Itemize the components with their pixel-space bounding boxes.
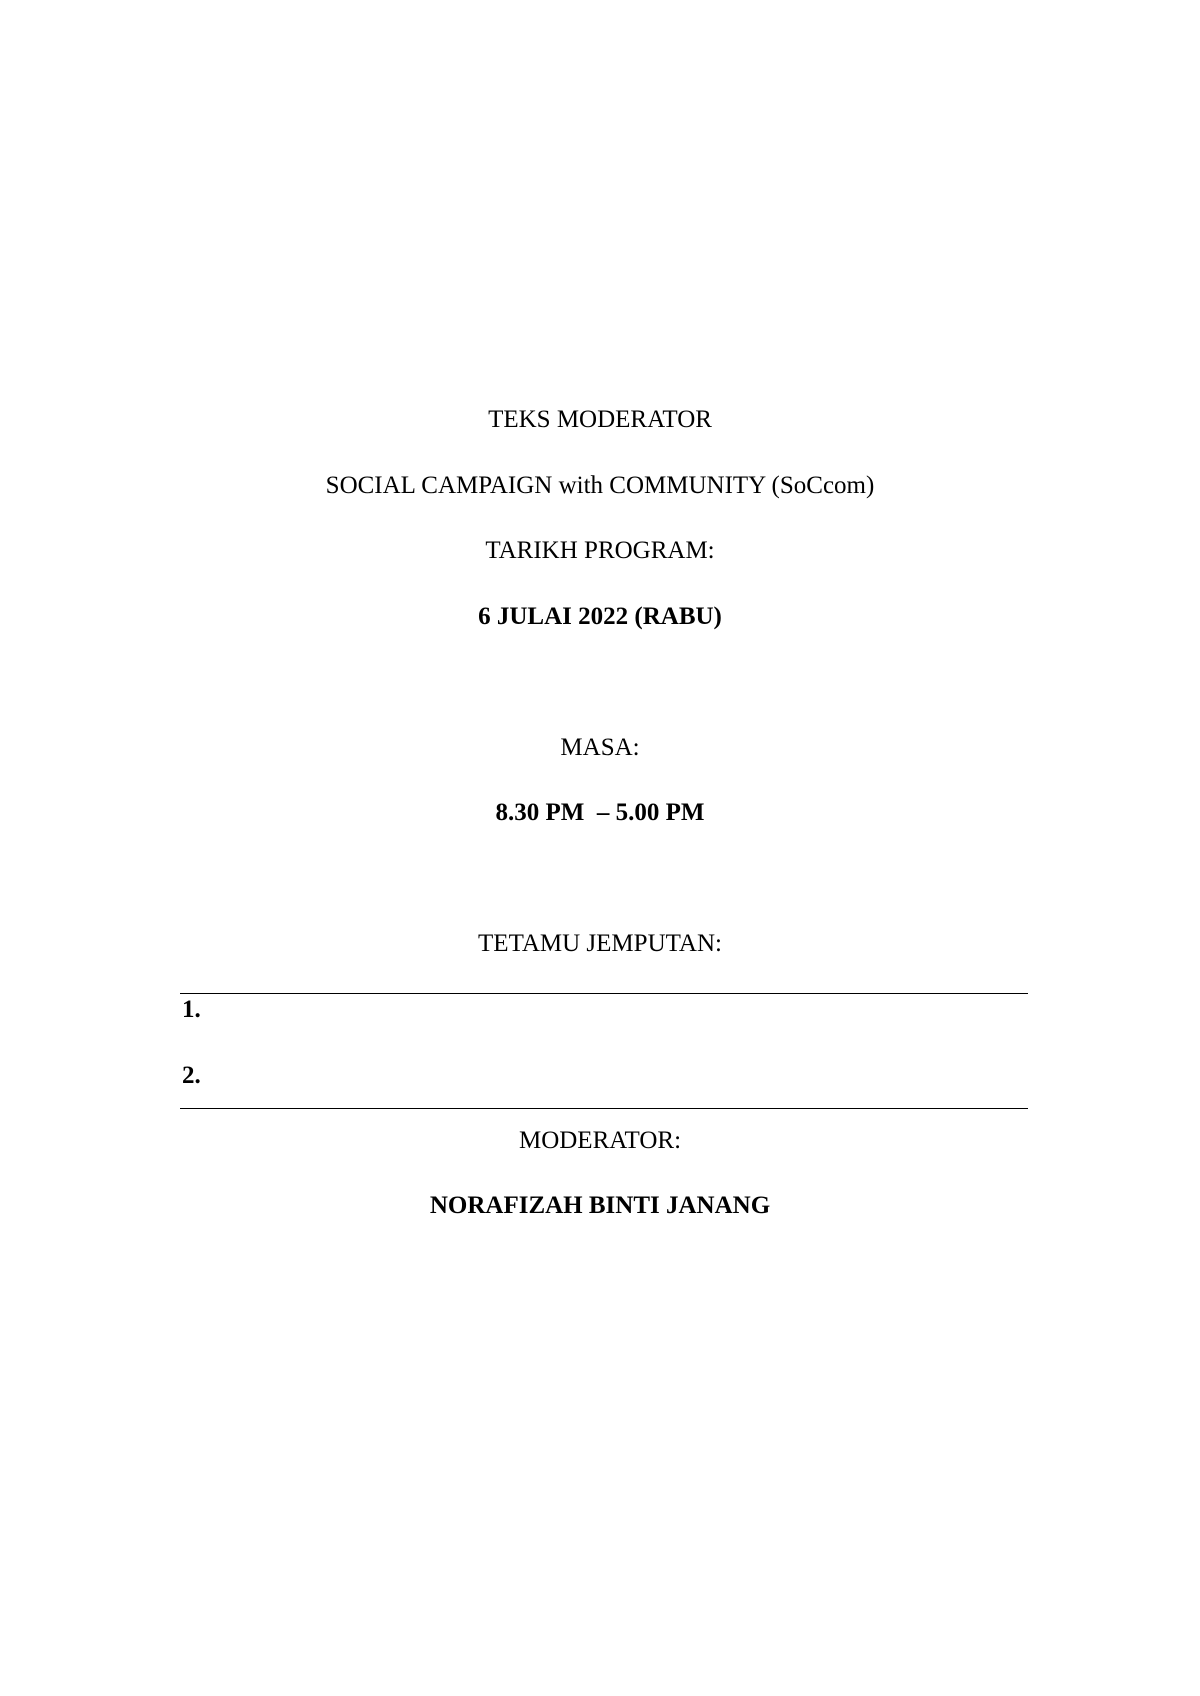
moderator-label: MODERATOR: xyxy=(518,1127,682,1154)
guests-bottom-rule xyxy=(180,1108,1028,1109)
guest-item-2-number: 2. xyxy=(182,1062,201,1089)
program-name: SOCIAL CAMPAIGN with COMMUNITY (SoCcom) xyxy=(325,472,875,499)
time-label: MASA: xyxy=(560,734,640,761)
moderator-name: NORAFIZAH BINTI JANANG xyxy=(429,1192,771,1219)
document-title: TEKS MODERATOR xyxy=(488,406,712,433)
date-label: TARIKH PROGRAM: xyxy=(485,537,715,564)
time-value: 8.30 PM – 5.00 PM xyxy=(495,799,705,826)
guest-item-1-number: 1. xyxy=(182,996,201,1023)
date-value: 6 JULAI 2022 (RABU) xyxy=(478,603,722,630)
guests-label: TETAMU JEMPUTAN: xyxy=(478,930,722,957)
guests-top-rule xyxy=(180,993,1028,994)
